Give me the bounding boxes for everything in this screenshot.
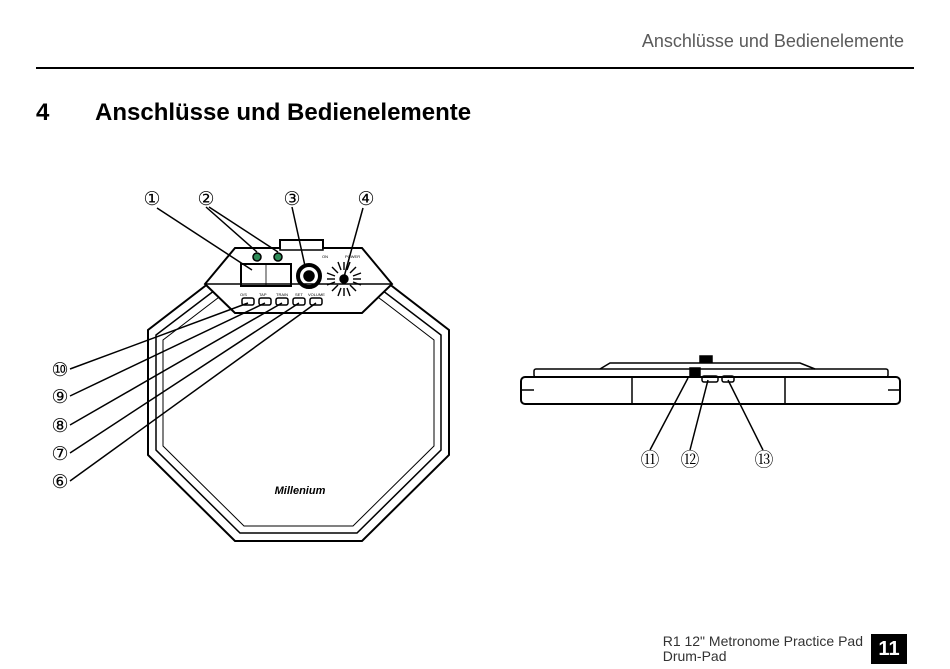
chapter-title: Anschlüsse und Bedienelemente	[95, 99, 472, 126]
callout-6: ⑥	[51, 471, 69, 493]
running-header: Anschlüsse und Bedienelemente	[641, 31, 904, 51]
side-view	[521, 356, 900, 450]
page-number: 11	[871, 634, 907, 664]
callout-2: ②	[197, 188, 215, 210]
callout-12: ⑫	[680, 449, 700, 471]
power-label: POWER	[345, 254, 361, 259]
chapter-number: 4	[36, 99, 50, 126]
callout-4: ④	[357, 188, 375, 210]
callout-11: ⑪	[640, 449, 660, 471]
power-on-label: ON	[322, 254, 328, 259]
speaker-grille	[327, 262, 361, 296]
footer-product-line1: R1 12" Metronome Practice Pad	[662, 633, 863, 649]
led-indicator-left	[253, 253, 261, 261]
callout-3: ③	[283, 188, 301, 210]
callout-8: ⑧	[51, 415, 69, 437]
button-label-os: O/S	[240, 292, 247, 297]
button-label-tap: TAP	[259, 292, 267, 297]
button-label-volume: VOLUME	[308, 292, 325, 297]
button-label-train: TRAIN	[276, 292, 288, 297]
callout-9: ⑨	[51, 386, 69, 408]
footer-product-line2: Drum-Pad	[662, 648, 727, 664]
callout-10: ⑩	[51, 359, 69, 381]
callout-1: ①	[143, 188, 161, 210]
button-label-set: SET	[295, 292, 303, 297]
brand-logo-text: Millenium	[274, 485, 326, 497]
footer-product	[663, 634, 863, 664]
callout-13: ⑬	[754, 449, 774, 471]
callout-7: ⑦	[51, 443, 69, 465]
led-indicator-right	[274, 253, 282, 261]
